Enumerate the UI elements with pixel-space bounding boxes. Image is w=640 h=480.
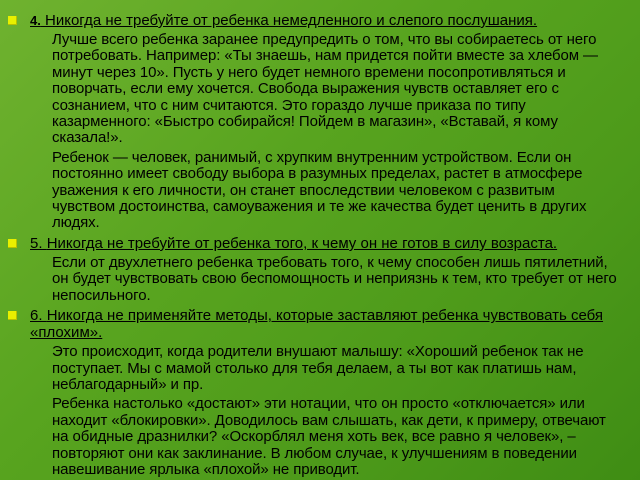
- section-heading: [28, 235, 620, 252]
- section-4: [28, 12, 620, 232]
- paragraph: Лучше всего ребенка заранее предупредить о том, что вы собираетесь от него потребовать. Например: «Ты знаешь, нам придется пойти вместе за хлебом — минут через 10». Пусть у него будет немного времени посопротивляться и поворчать, если ему хочется. Свобода выражения чувств оставляет его с сознанием, что с ним считаются. Это гораздо лучше приказа по типу казарменного: «Быстро собирайся! Пойдем в магазин», «Вставай, я кому сказала!».: [52, 31, 598, 147]
- section-title: Никогда не требуйте от ребенка немедленного и слепого послушания.: [45, 12, 538, 29]
- section-number: 6.: [30, 307, 43, 325]
- slide-content: [28, 12, 620, 478]
- paragraph: Это происходит, когда родители внушают малышу: «Хороший ребенок так не поступает. Мы с мамой столько для тебя делаем, а ты вот как платишь нам, неблагодарный» и пр.: [52, 343, 584, 393]
- bullet-icon: [8, 311, 17, 320]
- section-heading: [28, 307, 620, 341]
- section-number: 4.: [30, 13, 41, 28]
- bullet-icon: [8, 16, 17, 25]
- section-title: Никогда не требуйте от ребенка того, к чему он не готов в силу возраста.: [46, 234, 558, 252]
- paragraph: Ребенок — человек, ранимый, с хрупким внутренним устройством. Если он постоянно имеет свободу выбора в разумных пределах, растет в атмосфере уважения к его личности, он станет впоследствии человеком с развитым чувством достоинства, самоуважения и те же качества будет ценить в других людях.: [52, 148, 587, 232]
- section-6: [28, 307, 620, 478]
- paragraph: Если от двухлетнего ребенка требовать того, к чему способен лишь пятилетний, он будет чувствовать свою беспомощность и неприязнь к тем, кто требует от него непосильного.: [52, 253, 617, 304]
- section-title: Никогда не применяйте методы, которые заставляют ребенка чувствовать себя «плохим».: [30, 307, 604, 342]
- section-heading: [28, 12, 620, 29]
- bullet-icon: [8, 239, 17, 248]
- section-number: 5.: [30, 234, 43, 252]
- paragraph: Ребенка настолько «достают» эти нотации, что он просто «отключается» или находит «блокировки». Доводилось вам слышать, как дети, к примеру, отвечают на обидные дразнилки? «Оскорблял меня хоть век, все равно я человек», – повторяют они как заклинание. В любом случае, к улучшениям в поведении навешивание ярлыка «плохой» не приводит.: [52, 395, 606, 478]
- section-5: [28, 235, 620, 304]
